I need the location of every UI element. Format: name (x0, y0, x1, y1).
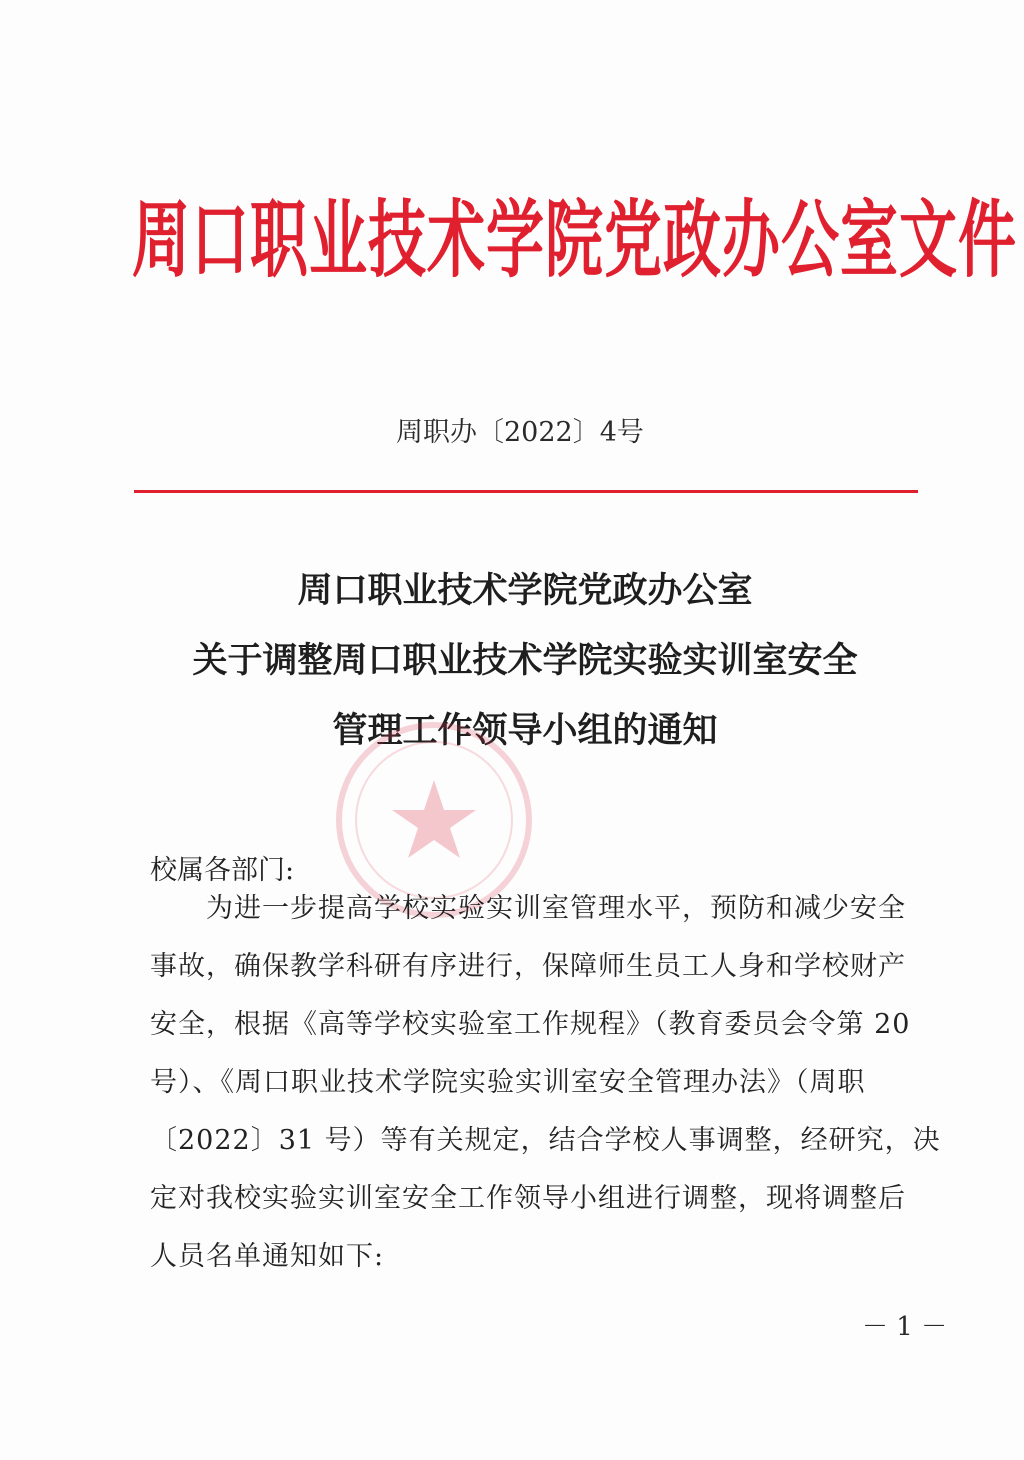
body-line: 定对我校实验实训室安全工作领导小组进行调整，现将调整后 (150, 1183, 906, 1214)
body-paragraph (150, 880, 941, 1286)
body-line: 安全，根据《高等学校实验室工作规程》（教育委员会令第 20 (150, 1009, 911, 1040)
body-line: 为进一步提高学校实验实训室管理水平，预防和减少安全 (206, 893, 906, 924)
salutation: 校属各部门: (150, 855, 295, 886)
page-number: － 1 － (862, 1312, 948, 1342)
body-line: 人员名单通知如下: (150, 1241, 385, 1272)
document-header-title: 周口职业技术学院党政办公室文件 (132, 190, 1018, 290)
body-line: 事故，确保教学科研有序进行，保障师生员工人身和学校财产 (150, 951, 906, 982)
body-line: 号）、《周口职业技术学院实验实训室安全管理办法》（周职 (150, 1067, 866, 1098)
notice-title-line: 关于调整周口职业技术学院实验实训室安全 (192, 641, 858, 681)
notice-title-line: 管理工作领导小组的通知 (332, 711, 718, 751)
document-number: 周职办〔2022〕4号 (396, 417, 644, 448)
notice-title-line: 周口职业技术学院党政办公室 (297, 571, 753, 611)
header-divider (134, 490, 918, 493)
body-line: 〔2022〕31 号）等有关规定，结合学校人事调整，经研究，决 (150, 1125, 941, 1156)
